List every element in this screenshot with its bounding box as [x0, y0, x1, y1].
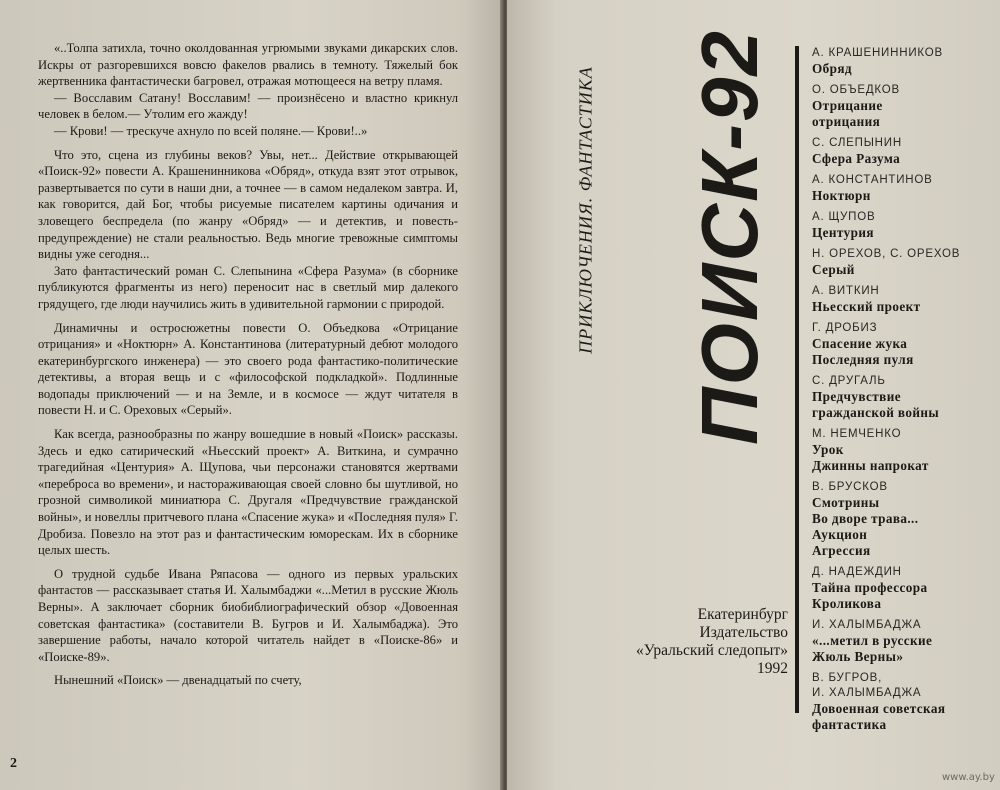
divider-line	[795, 46, 799, 713]
table-of-contents	[812, 46, 997, 739]
paragraph: Что это, сцена из глубины веков? Увы, нет... Действие открывающей «Поиск-92» повести А. Крашенинникова «Обряд», откуда взят этот отрывок, развертывается по сути в наши дни, а точнее — в самом недалеком завтра. И, как говорится, дай Бог, чтобы рисуемые писателем картины одичания и зловещего беспредела (по жанру «Обряд» — и детектив, и повесть-предупреждение) не стали реальностью. Ведь многие тревожные симптомы видны уже сегодня...	[38, 147, 458, 262]
paragraph: — Восславим Сатану! Восславим! — произнёсено и властно крикнул человек в белом.— Утолим его жажду!	[38, 90, 458, 122]
toc-entry	[812, 374, 997, 421]
toc-entry	[812, 284, 997, 315]
toc-work-title: Ноктюрн	[812, 188, 871, 203]
toc-work-title: Урок	[812, 442, 844, 457]
toc-entry	[812, 480, 997, 559]
toc-work-title: Агрессия	[812, 543, 871, 558]
toc-author: А. ВИТКИН	[812, 285, 880, 297]
imprint-city: Екатеринбург	[697, 606, 788, 623]
toc-work-title: Серый	[812, 262, 855, 277]
watermark: www.ay.by	[942, 772, 995, 783]
toc-work-title: Во дворе трава...	[812, 511, 919, 526]
toc-entry	[812, 565, 997, 612]
toc-work-title: «...метил в русские	[812, 633, 933, 648]
toc-work-title: Жюль Верны»	[812, 649, 904, 664]
toc-work-title: Ньесский проект	[812, 299, 921, 314]
toc-entry	[812, 618, 997, 665]
toc-work-title: Довоенная советская	[812, 701, 946, 716]
paragraph: Зато фантастический роман С. Слепынина «Сфера Разума» (в сборнике публикуются фрагменты из него) переносит нас в светлый мир далекого грядущего, где люди научились жить в удивительной гармонии с природой.	[38, 263, 458, 311]
preface-text	[38, 40, 458, 696]
toc-author: И. ХАЛЫМБАДЖА	[812, 619, 922, 631]
toc-entry	[812, 83, 997, 130]
toc-work-title: Сфера Разума	[812, 151, 901, 166]
toc-entry	[812, 136, 997, 167]
toc-work-title: Джинны напрокат	[812, 458, 929, 473]
paragraph: «..Толпа затихла, точно околдованная угрюмыми звуками дикарских слов. Искры от разгоревшихся вовсю факелов рвались в темноту. Тяжелый бок жертвенника фантастически багровел, отражая мотющееся на ветру пламя.	[38, 41, 458, 89]
book-title: ПОИСК-92	[685, 29, 774, 445]
toc-work-title: Последняя пуля	[812, 352, 914, 367]
toc-author: А. КРАШЕНИННИКОВ	[812, 47, 943, 59]
imprint-year: 1992	[757, 660, 788, 677]
paragraph: Динамичны и остросюжетны повести О. Объедкова «Отрицание отрицания» и «Ноктюрн» А. Константинова (литературный дебют молодого екатеринбургского инженера) — это своего рода фантастико-политические детективы, а вторая вещь и с «философской подкладкой». Подлинные водопады приключений — и на Земле, и в космосе — ждут читателя в повести Н. и С. Ореховых «Серый».	[38, 320, 458, 418]
paragraph: О трудной судьбе Ивана Ряпасова — одного из первых уральских фантастов — рассказывает статья И. Халымбаджи «...Метил в русские Жюль Верны». А заключает сборник биобиблиографический обзор «Довоенная советская фантастика» (составители В. Бугров и И. Халымбаджа). Это завершение работы, начало которой читатель найдет в «Поиске-86» и «Поиске-89».	[38, 566, 458, 664]
toc-author: Г. ДРОБИЗ	[812, 322, 878, 334]
toc-entry	[812, 321, 997, 368]
toc-work-title: Кроликова	[812, 596, 882, 611]
imprint	[600, 606, 788, 678]
toc-entry	[812, 427, 997, 474]
toc-entry	[812, 173, 997, 204]
imprint-publisher: «Уральский следопыт»	[636, 642, 788, 659]
toc-entry	[812, 46, 997, 77]
toc-work-title: фантастика	[812, 717, 887, 732]
toc-work-title: отрицания	[812, 114, 881, 129]
paragraph: — Крови! — трескуче ахнуло по всей поляне.— Крови!..»	[54, 123, 368, 138]
paragraph: Как всегда, разнообразны по жанру вошедшие в новый «Поиск» рассказы. Здесь и едко сатирический «Ньесский проект» А. Виткина, и сумрачно трагедийная «Центурия» А. Щупова, чьи персонажи становятся жертвами «переброса во времени», и настораживающая своей словно бы шутливой, но грозной символикой миниатюра С. Другаля «Предчувствие гражданской войны», и новеллы притчевого плана «Спасение жука» и «Последняя пуля» Г. Дробиза. Повезло на этот раз и фантастическим юморескам. Их в сборнике целых шесть.	[38, 427, 458, 558]
page-number: 2	[10, 756, 17, 771]
toc-author: В. БРУСКОВ	[812, 481, 888, 493]
toc-work-title: Центурия	[812, 225, 874, 240]
toc-author: В. БУГРОВ, И. ХАЛЫМБАДЖА	[812, 672, 922, 699]
paragraph: Нынешний «Поиск» — двенадцатый по счету,	[54, 673, 302, 688]
imprint-publisher-label: Издательство	[699, 624, 788, 641]
toc-entry	[812, 671, 997, 733]
toc-author: М. НЕМЧЕНКО	[812, 428, 902, 440]
toc-author: А. ЩУПОВ	[812, 211, 876, 223]
toc-work-title: Отрицание	[812, 98, 883, 113]
toc-work-title: Смотрины	[812, 495, 880, 510]
toc-work-title: Спасение жука	[812, 336, 908, 351]
toc-work-title: Аукцион	[812, 527, 868, 542]
toc-work-title: Тайна профессора	[812, 580, 928, 595]
series-label: ПРИКЛЮЧЕНИЯ. ФАНТАСТИКА	[575, 66, 596, 354]
toc-entry	[812, 247, 997, 278]
toc-author: С. ДРУГАЛЬ	[812, 375, 886, 387]
toc-entry	[812, 210, 997, 241]
toc-work-title: Предчувствие	[812, 389, 901, 404]
toc-author: С. СЛЕПЫНИН	[812, 137, 902, 149]
toc-author: Д. НАДЕЖДИН	[812, 566, 902, 578]
toc-work-title: гражданской войны	[812, 405, 940, 420]
toc-author: Н. ОРЕХОВ, С. ОРЕХОВ	[812, 248, 961, 260]
toc-author: А. КОНСТАНТИНОВ	[812, 174, 933, 186]
toc-work-title: Обряд	[812, 61, 852, 76]
toc-author: О. ОБЪЕДКОВ	[812, 84, 900, 96]
